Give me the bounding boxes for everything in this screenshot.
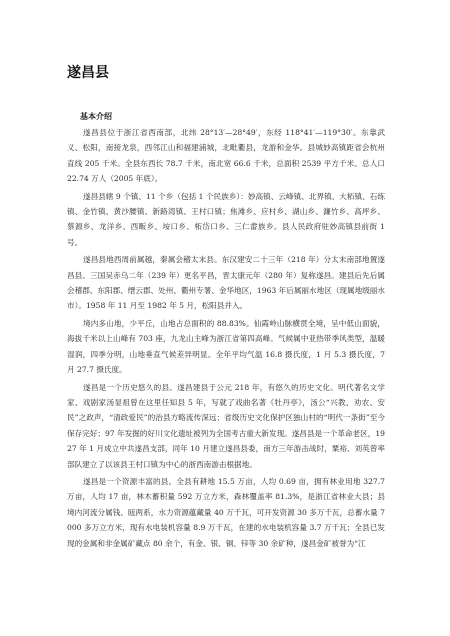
paragraph-administration: 遂昌县辖 9 个镇、11 个乡（包括 1 个民族乡）：妙高镇、云峰镇、北界镇、大柘镇、石练镇、金竹镇、黄沙腰镇、新路湾镇、王村口镇；焦滩乡、应村乡、湖山乡、濂竹乡、高坪乡、蔡源乡、龙洋乡、西畈乡、垵口乡、柘岱口乡、三仁畲族乡。县人民政府驻妙高镇县前街 1 号。 [67, 191, 385, 247]
paragraph-geography: 境内多山地，少平丘，山地占总面积的 88.83%。仙霞岭山脉横贯全境，呈中低山面貌，海拔千米以上山峰有 703 座，九龙山主峰为浙江省第四高峰。气候属中亚热带季风类型，温暖湿润，四季分明，山地垂直气候差异明显。全年平均气温 16.8 摄氏度，1 月 5.3 摄氏度，7 月 27.7 摄氏度。 [67, 318, 385, 375]
article-body [67, 125, 385, 553]
paragraph-location: 遂昌县位于浙江省西南部，北纬 28°13′—28°49′，东经 118°41′—119°30′。东靠武义、松阳，南接龙泉，西邻江山和福建浦城，北毗衢县，龙游和金华。县城妙高镇距省会杭州直线 205 千米。全县东西长 78.7 千米，南北宽 66.6 千米，总面积 2539 平方千米。总人口 22.74 万人（2005 年底）。 [67, 128, 385, 184]
paragraph-culture: 遂昌是一个历史悠久的县。遂昌建县于公元 218 年，有悠久的历史文化。明代著名文学家、戏剧家汤显祖曾在这里任知县 5 年，写就了戏曲名著《牡丹亭》，汤公“兴教、劝农、安民”之政声，“清政爱民”的治县方略流传深远；省级历史文化保护区独山村的“明代一条街”至今保存完好；97 年发掘的好川文化遗址被列为全国考古重大新发现。遂昌县是一个革命老区，1927 年 1 月成立中共遂昌支部，同年 10 月建立遂昌县委，南方三年游击战时，粟裕、刘英曾率部队建立了以该县王村口镇为中心的浙西南游击根据地。 [67, 382, 385, 469]
paragraph-resources: 遂昌是一个资源丰富的县。全县有耕地 15.5 万亩，人均 0.69 亩，拥有林业用地 327.7 万亩，人均 17 亩，林木蓄积量 592 万立方米，森林覆盖率 81.3%，是浙江省林业大县；县境内河流分属钱、瓯两系，水力资源蕴藏量 40 万千瓦，可开发资源 30 多万千瓦，总蓄水量 7000 多万立方米，现有水电装机容量 8.9 万千瓦，在建的水电装机容量 3.7 万千瓦；全县已发现的金属和非金属矿藏点 80 余个，有金、银、铜、锌等 30 余矿种，遂昌金矿被誉为“江 [67, 476, 385, 548]
section-heading: 基本介绍 [80, 112, 112, 121]
paragraph-history: 遂昌县地西周前属越，秦属会稽太末县。东汉建安二十三年（218 年）分太末南部地置遂昌县。三国吴赤乌二年（239 年）更名平昌，晋太康元年（280 年）复称遂昌。建县后先后属会稽郡、东阳郡、缙云郡、处州、衢州专署、金华地区，1963 年后属丽水地区（现属地级丽水市）。1958 年 11 月至 1982 年 5 月，松阳县并入。 [67, 255, 385, 311]
page-title: 遂昌县 [67, 65, 109, 81]
